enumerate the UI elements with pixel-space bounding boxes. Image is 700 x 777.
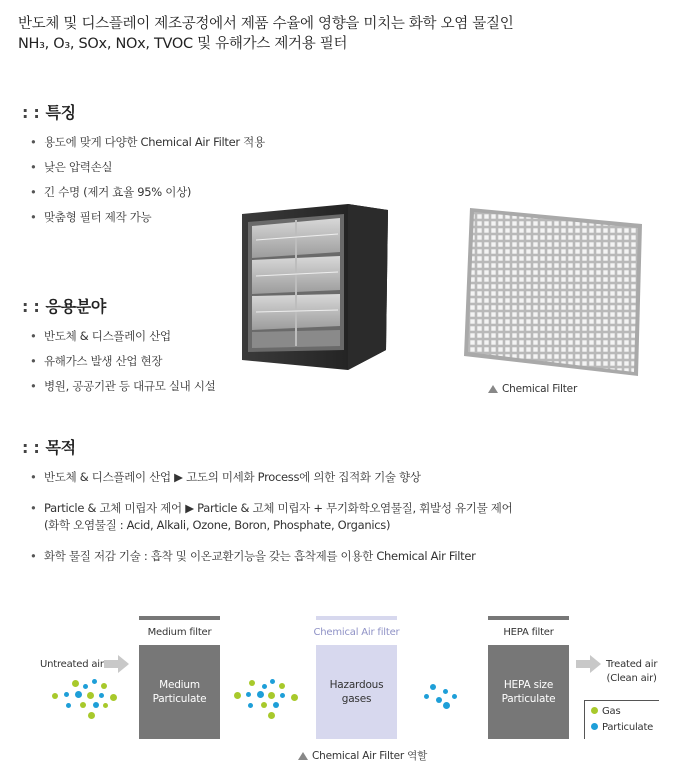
gas-particle: [234, 692, 241, 699]
treated-air-line-1: Treated air: [606, 659, 658, 670]
image-caption-text: Chemical Filter: [502, 383, 578, 395]
chemical-filter-housing-image: [238, 200, 390, 372]
treated-air-label: [606, 658, 657, 686]
gas-particle: [268, 712, 275, 719]
particulate-particle: [248, 703, 253, 708]
particulate-particle: [443, 689, 448, 694]
purpose-item-detail: (화학 오염물질 : Acid, Alkali, Ozone, Boron, Phosphate, Organics): [44, 518, 391, 532]
particulate-particle: [430, 684, 436, 690]
title-line-1: 반도체 및 디스플레이 제조공정에서 제품 수율에 영향을 미치는 화학 오염 물질인: [18, 16, 514, 32]
section-prefix: : :: [22, 438, 40, 457]
features-heading: [22, 100, 76, 123]
gas-particle: [249, 680, 255, 686]
medium-particulate-box: [139, 645, 220, 739]
applications-heading: [22, 294, 106, 317]
hepa-filter-label: HEPA filter: [503, 627, 554, 638]
chemical-filter-label: Chemical Air filter: [313, 627, 400, 638]
particulate-dot-icon: [591, 723, 598, 730]
hepa-particulate-box: [488, 645, 569, 739]
particulate-particle: [99, 693, 104, 698]
legend-particulate: [591, 722, 653, 733]
particulate-particle: [64, 692, 69, 697]
legend-gas-label: Gas: [602, 706, 621, 717]
gas-particle: [279, 683, 285, 689]
title-line-2: NH₃, O₃, SOx, NOx, TVOC 및 유해가스 제거용 필터: [18, 36, 348, 52]
purpose-item: • 화학 물질 저감 기술 : 흡착 및 이온교환기능을 갖는 흡착제를 이용한 Chemical Air Filter: [44, 548, 476, 565]
box-text: Hazardous: [329, 679, 384, 691]
particulate-particle: [75, 691, 82, 698]
purpose-item: • Particle & 고체 미립자 제어 ▶ Particle & 고체 미립자 + 무기화학오염물질, 휘발성 유기물 제어: [44, 500, 512, 517]
feature-item: • 용도에 맞게 다양한 Chemical Air Filter 적용: [44, 134, 265, 151]
box-text: gases: [341, 693, 372, 705]
hepa-filter-bar: [488, 616, 569, 620]
gas-particle: [88, 712, 95, 719]
particulate-particle: [452, 694, 457, 699]
particulate-particle: [262, 684, 267, 689]
applications-title: 응용분야: [45, 297, 107, 316]
particulate-particle: [93, 702, 99, 708]
gas-particle: [261, 702, 267, 708]
feature-item: • 긴 수명 (제거 효율 95% 이상): [44, 184, 191, 201]
box-text: Medium: [159, 679, 200, 691]
legend-gas: [591, 706, 621, 717]
treated-air-line-2: (Clean air): [606, 673, 657, 684]
particulate-particle: [257, 691, 264, 698]
diagram-caption-text: Chemical Air Filter 역할: [312, 750, 428, 762]
gas-particle: [72, 680, 79, 687]
particulate-particle: [92, 679, 97, 684]
gas-particle: [80, 702, 86, 708]
purpose-heading: [22, 435, 76, 458]
purpose-title: 목적: [45, 438, 76, 457]
particulate-particle: [424, 694, 429, 699]
features-title: 특징: [45, 103, 76, 122]
triangle-up-icon: [488, 385, 498, 393]
gas-particle: [101, 683, 107, 689]
arrow-right-icon: [576, 654, 602, 674]
box-text: Particulate: [152, 693, 207, 705]
page-title: [18, 14, 513, 54]
particulate-particle: [270, 679, 275, 684]
untreated-air-label: Untreated air: [40, 659, 104, 670]
particulate-particle: [66, 703, 71, 708]
particulate-particle: [280, 693, 285, 698]
gas-particle: [268, 692, 275, 699]
arrow-right-icon: [104, 654, 130, 674]
triangle-up-icon: [298, 752, 308, 760]
gas-particle: [291, 694, 298, 701]
application-item: • 반도체 & 디스플레이 산업: [44, 328, 171, 345]
chemical-filter-bar: [316, 616, 397, 620]
particulate-particle: [443, 702, 450, 709]
box-text: Particulate: [501, 693, 556, 705]
gas-dot-icon: [591, 707, 598, 714]
diagram-caption: [298, 748, 427, 763]
application-item: • 유해가스 발생 산업 현장: [44, 353, 162, 370]
section-prefix: : :: [22, 103, 40, 122]
section-prefix: : :: [22, 297, 40, 316]
feature-item: • 맞춤형 필터 제작 가능: [44, 209, 151, 226]
gas-particle: [110, 694, 117, 701]
particulate-particle: [436, 697, 442, 703]
image-caption: [488, 383, 577, 395]
medium-filter-label: Medium filter: [147, 627, 212, 638]
legend: [584, 700, 659, 739]
gas-particle: [52, 693, 58, 699]
medium-filter-bar: [139, 616, 220, 620]
box-text: HEPA size: [503, 679, 554, 691]
feature-item: • 낮은 압력손실: [44, 159, 112, 176]
chemical-filter-panel-image: [462, 206, 646, 378]
gas-particle: [103, 703, 108, 708]
gas-particle: [87, 692, 94, 699]
legend-particulate-label: Particulate: [602, 722, 654, 733]
purpose-item: • 반도체 & 디스플레이 산업 ▶ 고도의 미세화 Process에 의한 집적화 기술 향상: [44, 469, 421, 486]
particulate-particle: [83, 684, 88, 689]
particulate-particle: [246, 692, 251, 697]
hazardous-gases-box: [316, 645, 397, 739]
application-item: • 병원, 공공기관 등 대규모 실내 시설: [44, 378, 215, 395]
particulate-particle: [273, 702, 279, 708]
